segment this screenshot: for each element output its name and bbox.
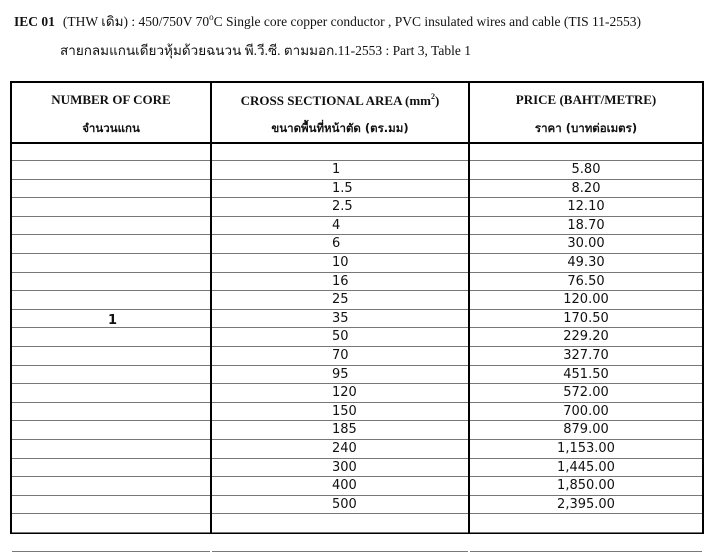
price-cell: 700.00 — [563, 403, 609, 419]
price-cell: 120.00 — [563, 292, 609, 308]
column-header-area-thai: ขนาดพื้นที่หน้าตัด (ตร.มม) — [271, 121, 409, 135]
area-cell: 35 — [332, 310, 349, 326]
price-cell: 1,850.00 — [557, 478, 615, 494]
price-cell: 12.10 — [567, 199, 605, 215]
area-cell: 120 — [332, 385, 357, 401]
document-subtitle-thai: สายกลมแกนเดียวหุ้มด้วยฉนวน พี.วี.ซี. ตามมอก.11-2553 : Part 3, Table 1 — [60, 43, 471, 58]
area-cell: 1.5 — [332, 180, 353, 196]
area-header-end: ) — [435, 93, 440, 108]
area-cell: 2.5 — [332, 199, 353, 215]
row-separator — [12, 402, 210, 403]
price-cell: 572.00 — [563, 385, 609, 401]
row-separator — [12, 253, 210, 254]
row-separator — [470, 532, 702, 533]
price-cell: 327.70 — [563, 348, 609, 363]
price-cell: 30.00 — [567, 236, 605, 252]
price-cell: 451.50 — [563, 366, 609, 382]
row-separator — [12, 532, 210, 533]
row-separator — [470, 551, 702, 552]
document-title — [14, 10, 641, 32]
row-separator — [12, 290, 210, 291]
area-header-sup: 2 — [431, 92, 435, 101]
column-header-price: PRICE (BAHT/METRE) — [515, 92, 657, 107]
column-header-core-thai: จำนวนแกน — [82, 121, 140, 135]
area-cell: 150 — [332, 403, 357, 419]
price-cell: 76.50 — [567, 273, 605, 289]
area-cell: 4 — [332, 217, 341, 233]
row-separator — [12, 179, 210, 180]
title-description: C Single core copper conductor , PVC insulated wires and cable (TIS 11-2553) — [213, 14, 641, 29]
area-cell: 16 — [332, 273, 349, 289]
row-separator — [12, 476, 210, 477]
area-cell: 25 — [332, 292, 349, 308]
row-separator — [12, 458, 210, 459]
core-count: 1 — [108, 313, 118, 328]
column-header-price-thai: ราคา (บาทต่อเมตร) — [534, 121, 638, 135]
row-separator — [12, 197, 210, 198]
price-cell: 1,445.00 — [557, 459, 615, 475]
area-cell: 50 — [332, 329, 349, 345]
row-separator — [212, 532, 468, 533]
cable-code: IEC 01 — [14, 14, 55, 29]
row-separator — [12, 346, 210, 347]
price-cell: 1,153.00 — [557, 441, 615, 456]
row-separator — [12, 495, 210, 496]
area-cell: 1 — [332, 162, 341, 177]
row-separator — [12, 439, 210, 440]
price-cell: 229.20 — [563, 329, 609, 345]
degree-mark: o — [209, 12, 214, 22]
header-divider — [12, 142, 702, 144]
column-header-area — [212, 92, 468, 109]
row-separator — [212, 551, 468, 552]
area-cell: 240 — [332, 441, 357, 456]
row-separator — [12, 383, 210, 384]
column-divider — [210, 83, 212, 532]
row-separator — [12, 216, 210, 217]
column-header-core: NUMBER OF CORE — [51, 92, 171, 107]
area-cell: 6 — [332, 236, 341, 252]
price-cell: 8.20 — [571, 180, 601, 196]
row-separator — [12, 365, 210, 366]
area-cell: 400 — [332, 478, 357, 494]
area-cell: 10 — [332, 255, 349, 270]
row-separator — [12, 309, 210, 310]
area-cell: 500 — [332, 496, 357, 512]
row-separator — [12, 513, 210, 514]
area-header-text: CROSS SECTIONAL AREA (mm — [240, 93, 431, 108]
row-separator — [12, 420, 210, 421]
area-cell: 70 — [332, 348, 349, 363]
price-table — [10, 81, 704, 534]
row-separator — [12, 272, 210, 273]
row-separator — [12, 234, 210, 235]
price-cell: 18.70 — [567, 217, 605, 233]
row-separator — [12, 551, 210, 552]
area-cell: 300 — [332, 459, 357, 475]
area-cell: 95 — [332, 366, 349, 382]
price-cell: 5.80 — [571, 162, 601, 177]
row-separator — [12, 160, 210, 161]
price-cell: 2,395.00 — [557, 496, 615, 512]
title-voltage: (THW เดิม) : 450/750V 70 — [62, 14, 210, 29]
price-cell: 170.50 — [563, 310, 609, 326]
price-cell: 879.00 — [563, 422, 609, 438]
area-cell: 185 — [332, 422, 357, 438]
price-cell: 49.30 — [567, 255, 605, 270]
